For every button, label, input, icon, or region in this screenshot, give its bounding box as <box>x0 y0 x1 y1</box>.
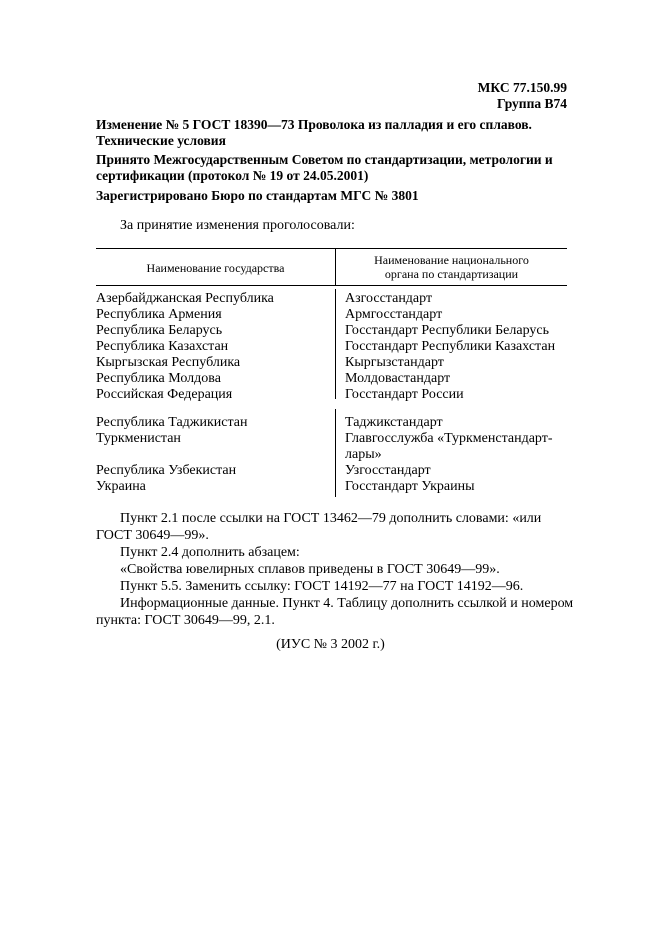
table-row-state: Республика Таджикистан <box>96 415 248 430</box>
table-row-state: Российская Федерация <box>96 387 233 402</box>
registration-note: Зарегистрировано Бюро по стандартам МГС № 3801 <box>96 188 419 203</box>
table-row-state: Республика Беларусь <box>96 323 223 338</box>
paragraph-item-5-5: Пункт 5.5. Заменить ссылку: ГОСТ 14192—77 на ГОСТ 14192—96. <box>120 579 524 594</box>
paragraph-quote: «Свойства ювелирных сплавов приведены в ГОСТ 30649—99». <box>120 562 500 577</box>
adoption-note: Принято Межгосударственным Советом по стандартизации, метрологии и сертификации (протокол № 19 от 24.05.2001) <box>96 152 553 183</box>
paragraph-info-data: Информационные данные. Пункт 4. Таблицу дополнить ссылкой и номером пункта: ГОСТ 30649—99, 2.1. <box>96 596 574 628</box>
table-row-state: Украина <box>96 479 146 494</box>
table-row-body: Госстандарт Республики Беларусь <box>345 323 550 338</box>
table-row-body: Главгосслужба «Туркменстандарт-лары» <box>345 431 553 462</box>
column-header-state: Наименование государства <box>146 261 285 275</box>
table-row-body: Армгосстандарт <box>345 307 443 322</box>
voting-intro: За принятие изменения проголосовали: <box>120 218 355 233</box>
table-row-state: Республика Казахстан <box>96 339 229 354</box>
column-header-body-line2: органа по стандартизации <box>384 267 519 281</box>
table-row-body: Азгосстандарт <box>345 291 433 306</box>
table-divider-upper <box>335 289 336 399</box>
table-header-rule <box>96 285 567 286</box>
table-row-body: Таджикстандарт <box>345 415 443 430</box>
table-row-state: Республика Узбекистан <box>96 463 237 478</box>
change-title: Изменение № 5 ГОСТ 18390—73 Проволока из палладия и его сплавов. Технические условия <box>96 117 532 148</box>
column-header-body-line1: Наименование национального <box>374 253 529 267</box>
table-top-rule <box>96 248 567 249</box>
table-row-body: Кыргызстандарт <box>345 355 444 370</box>
table-row-state: Республика Армения <box>96 307 222 322</box>
paragraph-item-2-4: Пункт 2.4 дополнить абзацем: <box>120 545 300 560</box>
table-row-state: Республика Молдова <box>96 371 221 386</box>
group-code: Группа В74 <box>496 96 567 111</box>
classification-block <box>478 80 567 112</box>
paragraph-item-2-1: Пункт 2.1 после ссылки на ГОСТ 13462—79 дополнить словами: «или ГОСТ 30649—99». <box>96 511 542 543</box>
ius-reference: (ИУС № 3 2002 г.) <box>276 637 385 652</box>
column-header-body <box>336 253 567 281</box>
table-row-body: Госстандарт Украины <box>345 479 475 494</box>
table-divider-lower <box>335 409 336 497</box>
table-row-body: Госстандарт Республики Казахстан <box>345 339 556 354</box>
table-row-state: Азербайджанская Республика <box>96 291 274 306</box>
table-row-body: Узгосстандарт <box>345 463 431 478</box>
table-row-state: Кыргызская Республика <box>96 355 241 370</box>
table-row-state: Туркменистан <box>96 431 181 446</box>
table-row-body: Госстандарт России <box>345 387 464 402</box>
mks-code: МКС 77.150.99 <box>477 80 567 95</box>
table-row-body: Молдовастандарт <box>345 371 451 386</box>
